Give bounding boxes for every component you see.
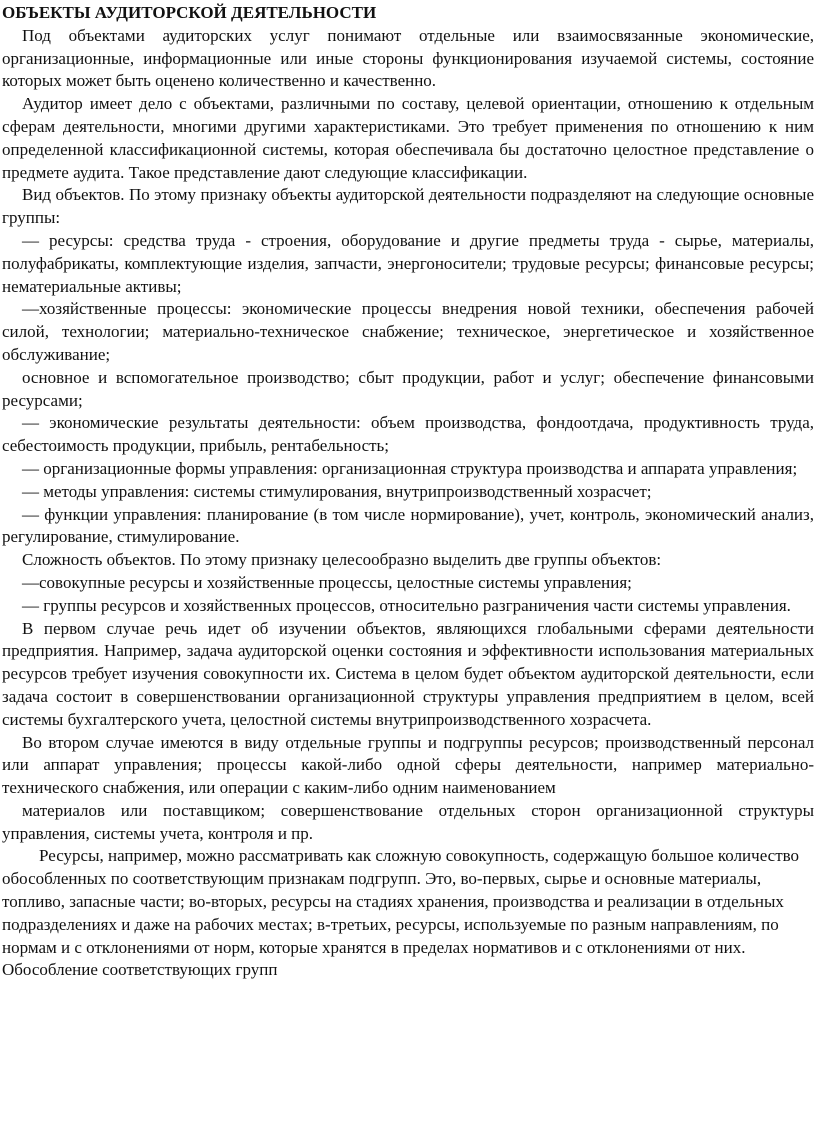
list-item-business-processes: —хозяйственные процессы: экономические процессы внедрения новой техники, обеспечения рабочей силой, технологии; материально-техническое снабжение; техническое, энергетическое и хозяйственное обслуживание; [2,299,814,364]
list-item-management-functions: — функции управления: планирование (в том числе нормирование), учет, контроль, экономический анализ, регулирование, стимулирование. [2,504,814,547]
document-title: ОБЪЕКТЫ АУДИТОРСКОЙ ДЕЯТЕЛЬНОСТИ [2,3,377,22]
paragraph-classification-intro: Аудитор имеет дело с объектами, различными по составу, целевой ориентации, отношению к отдельным сферам деятельности, многими другими характеристиками. Это требует применения по отношению к ним определенной классификационной системы, которая обеспечивала бы достаточно целостное представление о предмете аудита. Такое представление дают следующие классификации. [2,94,814,182]
paragraph-object-types: Вид объектов. По этому признаку объекты аудиторской деятельности подразделяют на следующие основные группы: [2,185,814,228]
list-item-resources: — ресурсы: средства труда - строения, оборудование и другие предметы труда - сырье, материалы, полуфабрикаты, комплектующие изделия, запчасти, энергоносители; трудовые ресурсы; финансовые ресурсы; нематериальные активы; [2,230,814,296]
list-item-organizational-forms: — организационные формы управления: организационная структура производства и аппарата управления; [22,458,798,478]
paragraph-second-case: Во втором случае имеются в виду отдельные группы и подгруппы ресурсов; производственный персонал или аппарат управления; процессы какой-либо одной сферы деятельности, например материально-технического снабжения, или операции с каким-либо одним наименованием [2,732,814,798]
paragraph-first-case: В первом случае речь идет об изучении объектов, являющихся глобальными сферами деятельности предприятия. Например, задача аудиторской оценки состояния и эффективности использования материальных ресурсов требует изучения совокупности их. Система в целом будет объектом аудиторской деятельности, если задача состоит в совершенствовании организационной структуры управления предприятием в целом, всей системы бухгалтерского учета, целостной системы внутрипроизводственного хозрасчета. [2,618,814,729]
list-item-resource-groups: — группы ресурсов и хозяйственных процессов, относительно разграничения части системы управления. [22,595,791,615]
paragraph-object-complexity: Сложность объектов. По этому признаку целесообразно выделить две группы объектов: [22,550,662,570]
list-item-economic-results: — экономические результаты деятельности: объем производства, фондоотдача, продуктивность труда, себестоимость продукции, прибыль, рентабельность; [2,413,814,456]
paragraph-second-case-continued: материалов или поставщиком; совершенствование отдельных сторон организационной структуры управления, системы учета, контроля и пр. [2,800,814,843]
list-item-management-methods: — методы управления: системы стимулирования, внутрипроизводственный хозрасчет; [22,481,652,501]
paragraph-definition: Под объектами аудиторских услуг понимают отдельные или взаимосвязанные экономические, организационные, информационные или иные стороны функционирования изучаемой системы, состояние которых может быть оценено количественно и качественно. [2,25,814,91]
list-item-aggregate-resources: —совокупные ресурсы и хозяйственные процессы, целостные системы управления; [22,572,632,592]
paragraph-resources-example: Ресурсы, например, можно рассматривать как сложную совокупность, содержащую большое количество обособленных по соответствующим признакам подгрупп. Это, во-первых, сырье и основные материалы, топливо, запасные части; во-вторых, ресурсы на стадиях хранения, производства и реализации в отдельных подразделениях и даже на рабочих местах; в-третьих, ресурсы, используемые по разным направлениям, по нормам и с отклонениями от норм, которые хранятся в пределах нормативов и с отклонениями от них. Обособление соответствующих групп [2,846,800,980]
list-item-production: основное и вспомогательное производство; сбыт продукции, работ и услуг; обеспечение финансовыми ресурсами; [2,367,814,410]
